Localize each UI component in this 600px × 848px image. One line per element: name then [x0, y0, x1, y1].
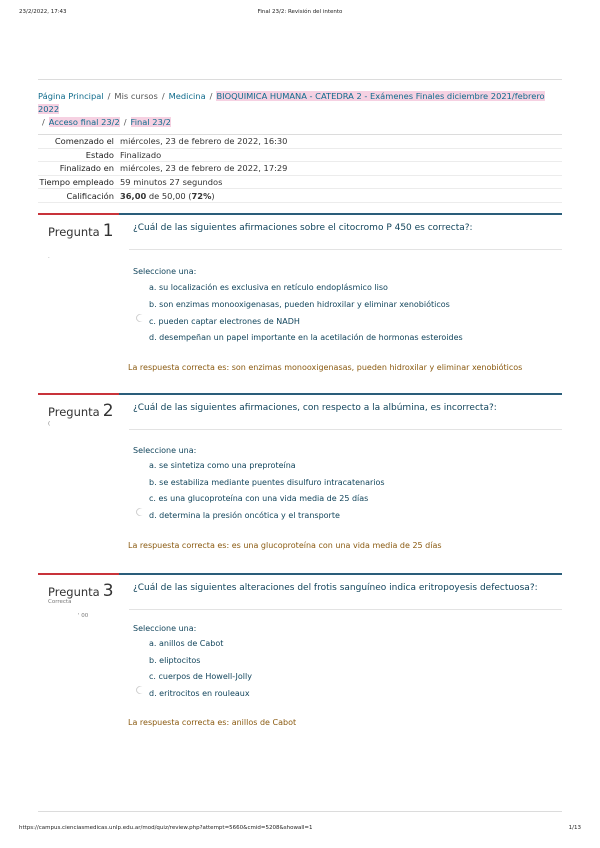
radio-button[interactable] — [134, 312, 145, 323]
grade-score: 36,00 — [120, 190, 147, 201]
question-number: Pregunta 2 — [48, 401, 114, 421]
question-top-bar — [38, 213, 562, 215]
grade-rest: de 50,00 ( — [146, 190, 192, 201]
answer-option-b[interactable]: b. son enzimas monooxigenasas, pueden hidroxilar y eliminar xenobióticos — [149, 300, 450, 309]
question-text: ¿Cuál de las siguientes afirmaciones, con respecto a la albúmina, es incorrecta?: — [133, 403, 497, 413]
answer-option-b[interactable]: b. eliptocitos — [149, 656, 201, 665]
breadcrumb-section-link[interactable]: Acceso final 23/2 — [48, 117, 120, 127]
breadcrumb-quiz-link[interactable]: Final 23/2 — [130, 117, 171, 127]
header-divider — [38, 79, 562, 80]
radio-button[interactable] — [134, 506, 145, 517]
summary-value: 59 minutos 27 segundos — [120, 177, 223, 188]
print-header — [19, 9, 581, 19]
breadcrumb-courses: Mis cursos — [114, 91, 158, 101]
question-2 — [38, 393, 562, 573]
question-divider — [129, 249, 562, 250]
summary-row-finished — [38, 162, 562, 176]
answer-option-a[interactable]: a. anillos de Cabot — [149, 639, 224, 648]
summary-value: miércoles, 23 de febrero de 2022, 17:29 — [120, 163, 288, 174]
summary-value: miércoles, 23 de febrero de 2022, 16:30 — [120, 136, 288, 147]
question-divider — [129, 609, 562, 610]
summary-label: Comenzado el — [54, 136, 114, 147]
grade-percent: 72% — [191, 190, 212, 201]
select-one-prompt: Seleccione una: — [133, 446, 197, 455]
summary-row-time — [38, 176, 562, 190]
select-one-prompt: Seleccione una: — [133, 624, 197, 633]
answer-option-d[interactable]: d. eritrocitos en rouleaux — [149, 689, 250, 698]
question-3 — [38, 573, 562, 753]
question-1 — [38, 213, 562, 393]
summary-label: Estado — [85, 149, 114, 160]
question-mark-dot: ( — [48, 421, 51, 427]
answer-option-d[interactable]: d. desempeñan un papel importante en la acetilación de hormonas esteroides — [149, 333, 463, 342]
print-url: https://campus.cienciasmedicas.unlp.edu.ar/mod/quiz/review.php?attempt=5660&cmid=5208&showall=1 — [19, 825, 313, 831]
footer-divider — [38, 811, 562, 812]
summary-row-started — [38, 135, 562, 149]
breadcrumb-category-link[interactable]: Medicina — [168, 91, 206, 101]
question-text: ¿Cuál de las siguientes alteraciones del frotis sanguíneo indica eritropoyesis defectuosa?: — [133, 583, 538, 593]
breadcrumb-course-link[interactable]: BIOQUIMICA HUMANA - CATEDRA 2 - Exámenes Finales diciembre 2021/febrero 2022 — [38, 91, 545, 114]
attempt-summary — [38, 134, 562, 203]
answer-option-c[interactable]: c. cuerpos de Howell-Jolly — [149, 672, 252, 681]
question-number: Pregunta 1 — [48, 221, 114, 241]
question-top-bar — [38, 393, 562, 395]
answer-option-c[interactable]: c. pueden captar electrones de NADH — [149, 317, 300, 326]
correct-answer-feedback: La respuesta correcta es: es una glucoproteína con una vida media de 25 días — [128, 541, 442, 550]
question-number: Pregunta 3 — [48, 581, 114, 601]
question-text: ¿Cuál de las siguientes afirmaciones sobre el citocromo P 450 es correcta?: — [133, 223, 473, 233]
summary-label: Calificación — [66, 190, 114, 201]
question-mark-dot: · — [48, 255, 50, 261]
summary-label: Tiempo empleado — [39, 177, 114, 188]
summary-row-state — [38, 149, 562, 163]
correct-answer-feedback: La respuesta correcta es: anillos de Cabot — [128, 718, 297, 727]
summary-label: Finalizado en — [59, 163, 114, 174]
select-one-prompt: Seleccione una: — [133, 267, 197, 276]
print-page-number: 1/13 — [568, 825, 581, 831]
question-top-bar — [38, 573, 562, 575]
correct-answer-feedback: La respuesta correcta es: son enzimas monooxigenasas, pueden hidroxilar y eliminar xenobióticos — [128, 363, 523, 372]
question-status: Correcta — [48, 599, 72, 605]
answer-option-a[interactable]: a. se sintetiza como una preproteína — [149, 461, 296, 470]
print-title: Final 23/2: Revisión del intento — [257, 9, 343, 15]
question-score: ' 00 — [78, 613, 89, 619]
answer-option-d[interactable]: d. determina la presión oncótica y el transporte — [149, 511, 340, 520]
breadcrumb-home-link[interactable]: Página Principal — [38, 91, 104, 101]
radio-button[interactable] — [134, 684, 145, 695]
breadcrumb: Página Principal / Mis cursos / Medicina / BIOQUIMICA HUMANA - CATEDRA 2 - Exámenes Finales diciembre 2021/febrero 2022 / Acceso final 23/2 / Final 23/2 — [38, 91, 545, 127]
answer-option-a[interactable]: a. su localización es exclusiva en retículo endoplásmico liso — [149, 283, 388, 292]
summary-value: Finalizado — [120, 149, 162, 160]
summary-grade — [118, 191, 215, 201]
grade-close: ) — [211, 190, 215, 201]
question-divider — [129, 429, 562, 430]
print-datetime: 23/2/2022, 17:43 — [19, 9, 67, 15]
answer-option-c[interactable]: c. es una glucoproteína con una vida media de 25 días — [149, 494, 369, 503]
answer-option-b[interactable]: b. se estabiliza mediante puentes disulfuro intracatenarios — [149, 478, 385, 487]
print-footer — [19, 825, 581, 835]
summary-row-grade — [38, 189, 562, 203]
